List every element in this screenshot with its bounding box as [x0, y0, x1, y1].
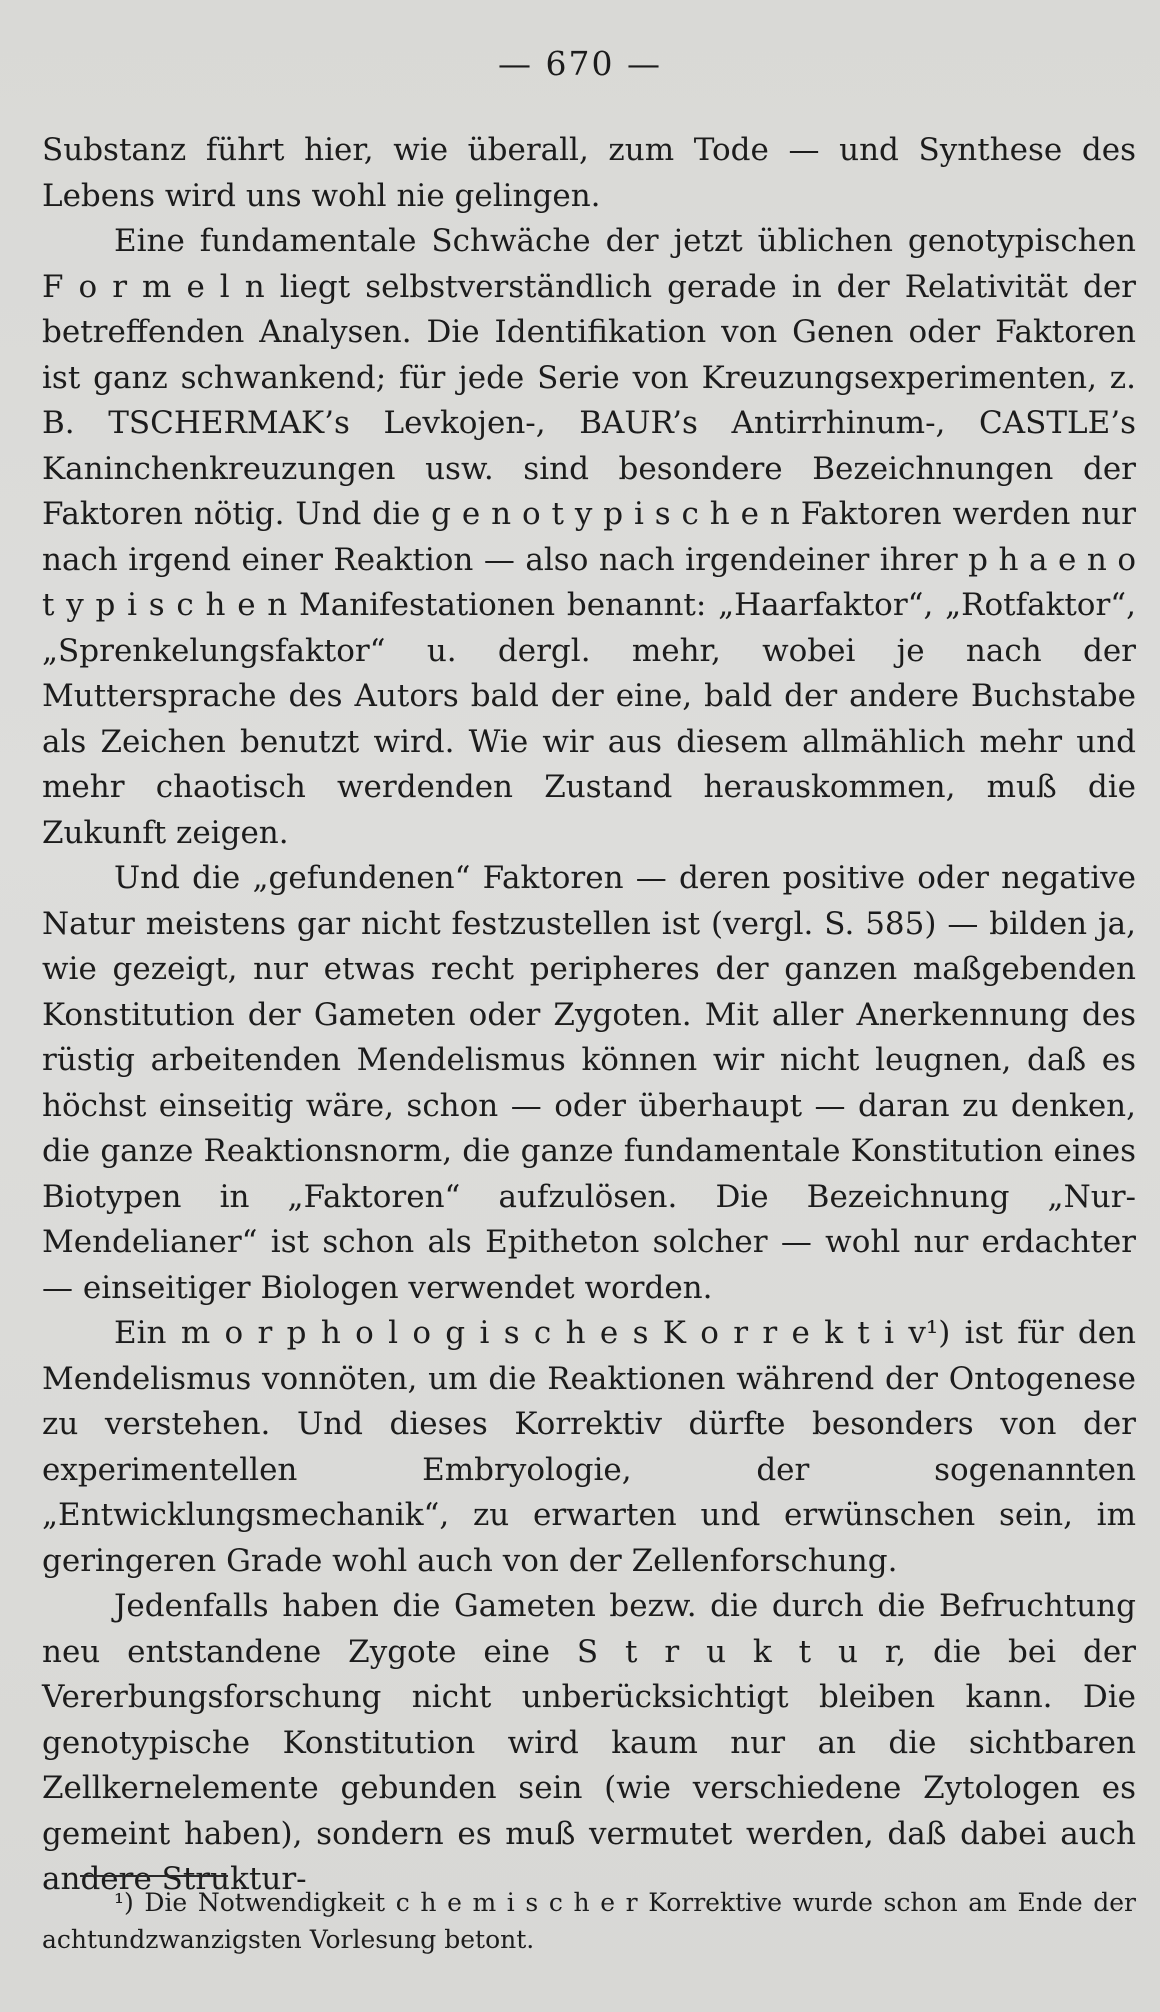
paragraph: Ein m o r p h o l o g i s c h e s K o r r e k t i v¹) ist für den Mendelismus vonnöten, um die Reaktionen während der Ontogenese zu verstehen. Und dieses Korrektiv dürfte besonders von der experimentellen Embryologie, der sogenannten „Entwicklungsmechanik“, zu erwarten und erwünschen sein, im geringeren Grade wohl auch von der Zellenforschung. — [42, 1315, 1136, 1579]
footnote-text: ¹) Die Notwendigkeit c h e m i s c h e r Korrektive wurde schon am Ende der achtundzwanzigsten Vorlesung betont. — [42, 1888, 1136, 1954]
paragraph: Eine fundamentale Schwäche der jetzt üblichen genotypischen F o r m e l n liegt selbstverständlich gerade in der Relativität der betreffenden Analysen. Die Identifikation von Genen oder Faktoren ist ganz schwankend; für jede Serie von Kreuzungsexperimenten, z. B. TSCHERMAK’s Levkojen-, BAUR’s Antirrhinum-, CASTLE’s Kaninchenkreuzungen usw. sind besondere Bezeichnungen der Faktoren nötig. Und die g e n o t y p i s c h e n Faktoren werden nur nach irgend einer Reaktion — also nach irgendeiner ihrer p h a e n o t y p i s c h e n Manifestationen benannt: „Haarfaktor“, „Rotfaktor“, „Sprenkelungsfaktor“ u. dergl. mehr, wobei je nach der Muttersprache des Autors bald der eine, bald der andere Buchstabe als Zeichen benutzt wird. Wie wir aus diesem allmählich mehr und mehr chaotisch werdenden Zustand herauskommen, muß die Zukunft zeigen. — [42, 223, 1136, 851]
footnote-divider — [80, 1875, 228, 1877]
paragraph: Substanz führt hier, wie überall, zum Tode — und Synthese des Lebens wird uns wohl nie gelingen. — [42, 132, 1136, 214]
footnote — [42, 1884, 1136, 1958]
paragraph: Jedenfalls haben die Gameten bezw. die durch die Befruchtung neu entstandene Zygote eine S t r u k t u r, die bei der Vererbungsforschung nicht unberücksichtigt bleiben kann. Die genotypische Konstitution wird kaum nur an die sichtbaren Zellkernelemente gebunden sein (wie verschiedene Zytologen es gemeint haben), sondern es muß vermutet werden, daß dabei auch andere Struktur- — [42, 1588, 1136, 1897]
page-number: — 670 — — [498, 44, 662, 83]
body-text — [42, 128, 1136, 1903]
paragraph: Und die „gefundenen“ Faktoren — deren positive oder negative Natur meistens gar nicht festzustellen ist (vergl. S. 585) — bilden ja, wie gezeigt, nur etwas recht peripheres der ganzen maßgebenden Konstitution der Gameten oder Zygoten. Mit aller Anerkennung des rüstig arbeitenden Mendelismus können wir nicht leugnen, daß es höchst einseitig wäre, schon — oder überhaupt — daran zu denken, die ganze Reaktionsnorm, die ganze fundamentale Konstitution eines Biotypen in „Faktoren“ aufzulösen. Die Bezeichnung „Nur-Mendelianer“ ist schon als Epitheton solcher — wohl nur erdachter — einseitiger Biologen verwendet worden. — [42, 860, 1136, 1306]
